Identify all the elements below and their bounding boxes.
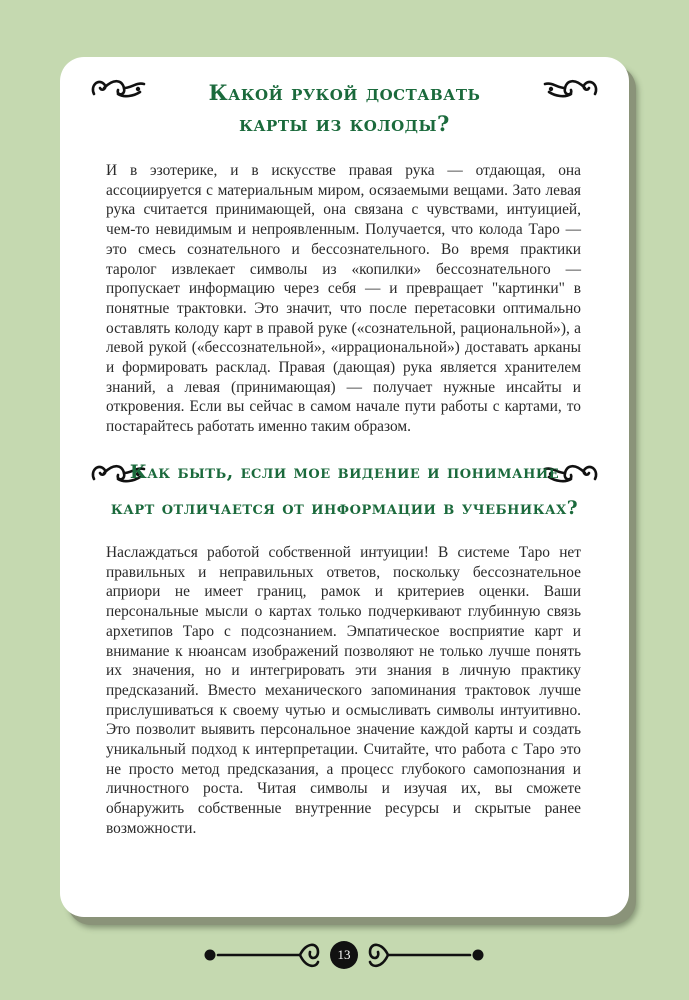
section1-title bbox=[60, 77, 629, 139]
page-card bbox=[60, 57, 629, 917]
section2-title bbox=[60, 455, 629, 527]
section2-title-line1: Как быть, если мое видение и понимание bbox=[129, 462, 560, 483]
section1-title-line2: карты из колоды? bbox=[239, 111, 450, 136]
page-number: 13 bbox=[330, 941, 358, 969]
section2-title-line2: карт отличается от информации в учебниках? bbox=[110, 498, 579, 519]
section1-title-line1: Какой рукой доставать bbox=[208, 80, 481, 105]
section1-heading-wrap bbox=[60, 77, 629, 139]
section2-heading-wrap bbox=[60, 455, 629, 527]
section1-body: И в эзотерике, и в искусстве правая рука — отдающая, она ассоциируется с материальным миром, осязаемыми вещами. Зато левая рука считается принимающей, она связана с чувствами, интуицией, чем-то невидимым и непроявленным. Получается, что колода Таро — это смесь сознательного и бессознательного. Во время практики таролог извлекает символы из «копилки» бессознательного — пропускает информацию через себя — и превращает "картинки" в понятные трактовки. Это значит, что после перетасовки оптимально оставлять колоду карт в правой руке («сознательной, рациональной»), а левой рукой («бессознательной», «иррациональной») доставать арканы и формировать расклад. Правая (дающая) рука является хранителем знаний, а левая (принимающая) — получает нужные инсайты и откровения. Если вы сейчас в самом начале пути работы с картами, то постарайтесь работать именно таким образом. bbox=[106, 162, 581, 436]
section2-body: Наслаждаться работой собственной интуиции! В системе Таро нет правильных и неправильных ответов, поскольку бессознательное априори не имеет границ, рамок и критериев оценки. Ваши персональные мысли о картах только подчеркивают глубинную связь архетипов Таро с подсознанием. Эмпатическое восприятие карт и внимание к нюансам изображений позволяют не только лучше понять их значения, но и интегрировать эти знания в личную практику предсказаний. Вместо механического запоминания трактовок лучше прислушиваться к своему чутью и осмысливать символы интуитивно. Это позволит выявить персональное значение каждой карты и создать уникальный подход к интерпретации. Считайте, что работа с Таро это не просто метод предсказания, а процесс глубокого самопознания и личностного роста. Читая символы и изучая их, вы сможете обнаружить собственные внутренние ресурсы и скрытые ранее возможности. bbox=[106, 544, 581, 837]
